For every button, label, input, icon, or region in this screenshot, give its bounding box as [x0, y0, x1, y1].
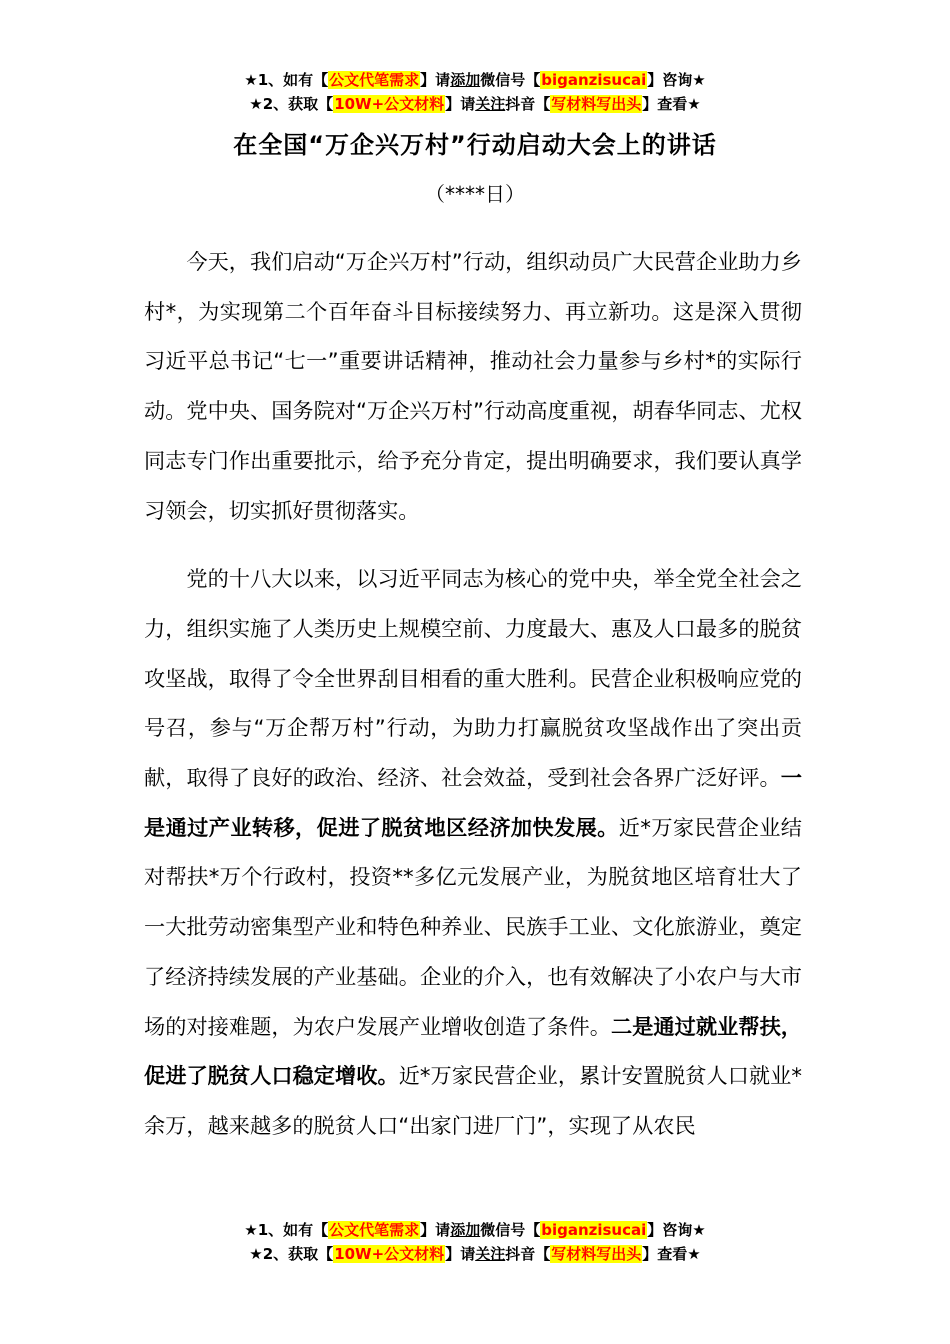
highlight-douyin-account: 写材料写出头 [551, 1245, 642, 1263]
document-body [144, 237, 802, 1170]
promo-line-2: ★2、获取【10W+公文材料】请关注抖音【写材料写出头】查看★ [249, 1245, 701, 1263]
promo-line-1: ★1、如有【公文代笔需求】请添加微信号【biganzisucai】咨询★ [244, 71, 706, 89]
document-title: 在全国“万企兴万村”行动启动大会上的讲话 [233, 131, 717, 159]
highlight-douyin-account: 写材料写出头 [551, 95, 642, 113]
bold-point-2: 二是通过就业帮扶，促进了脱贫人口稳定增收。 [144, 1013, 802, 1089]
paragraph-1: 今天，我们启动“万企兴万村”行动，组织动员广大民营企业助力乡村*，为实现第二个百年奋斗目标接续努力、再立新功。这是深入贯彻习近平总书记“七一”重要讲话精神，推动社会力量参与乡村*的实际行动。党中央、国务院对“万企兴万村”行动高度重视，胡春华同志、尤权同志专门作出重要批示，给予充分肯定，提出明确要求，我们要认真学习领会，切实抓好贯彻落实。 [144, 249, 802, 523]
promo-line-1: ★1、如有【公文代笔需求】请添加微信号【biganzisucai】咨询★ [244, 1221, 706, 1239]
paragraph-2: 党的十八大以来，以习近平同志为核心的党中央，举全党全社会之力，组织实施了人类历史上规模空前、力度最大、惠及人口最多的脱贫攻坚战，取得了令全世界刮目相看的重大胜利。民营企业积极响应党的号召，参与“万企帮万村”行动，为助力打赢脱贫攻坚战作出了突出贡献，取得了良好的政治、经济、社会效益，受到社会各界广泛好评。一是通过产业转移，促进了脱贫地区经济加快发展。近*万家民营企业结对帮扶*万个行政村，投资**多亿元发展产业，为脱贫地区培育壮大了一大批劳动密集型产业和特色种养业、民族手工业、文化旅游业，奠定了经济持续发展的产业基础。企业的介入，也有效解决了小农户与大市场的对接难题，为农户发展产业增收创造了条件。二是通过就业帮扶，促进了脱贫人口稳定增收。近*万家民营企业，累计安置脱贫人口就业*余万，越来越多的脱贫人口“出家门进厂门”，实现了从农民 [144, 566, 802, 1138]
highlight-service: 公文代笔需求 [329, 71, 420, 89]
document-date: （****日） [425, 182, 525, 206]
promo-banner-top [0, 68, 950, 116]
bold-point-1: 一是通过产业转移，促进了脱贫地区经济加快发展。 [144, 765, 802, 840]
highlight-wechat-id: biganzisucai [541, 1221, 647, 1239]
promo-banner-bottom [0, 1218, 950, 1266]
highlight-materials: 10W+公文材料 [334, 1245, 445, 1263]
highlight-wechat-id: biganzisucai [541, 71, 647, 89]
highlight-service: 公文代笔需求 [329, 1221, 420, 1239]
promo-line-2: ★2、获取【10W+公文材料】请关注抖音【写材料写出头】查看★ [249, 95, 701, 113]
highlight-materials: 10W+公文材料 [334, 95, 445, 113]
